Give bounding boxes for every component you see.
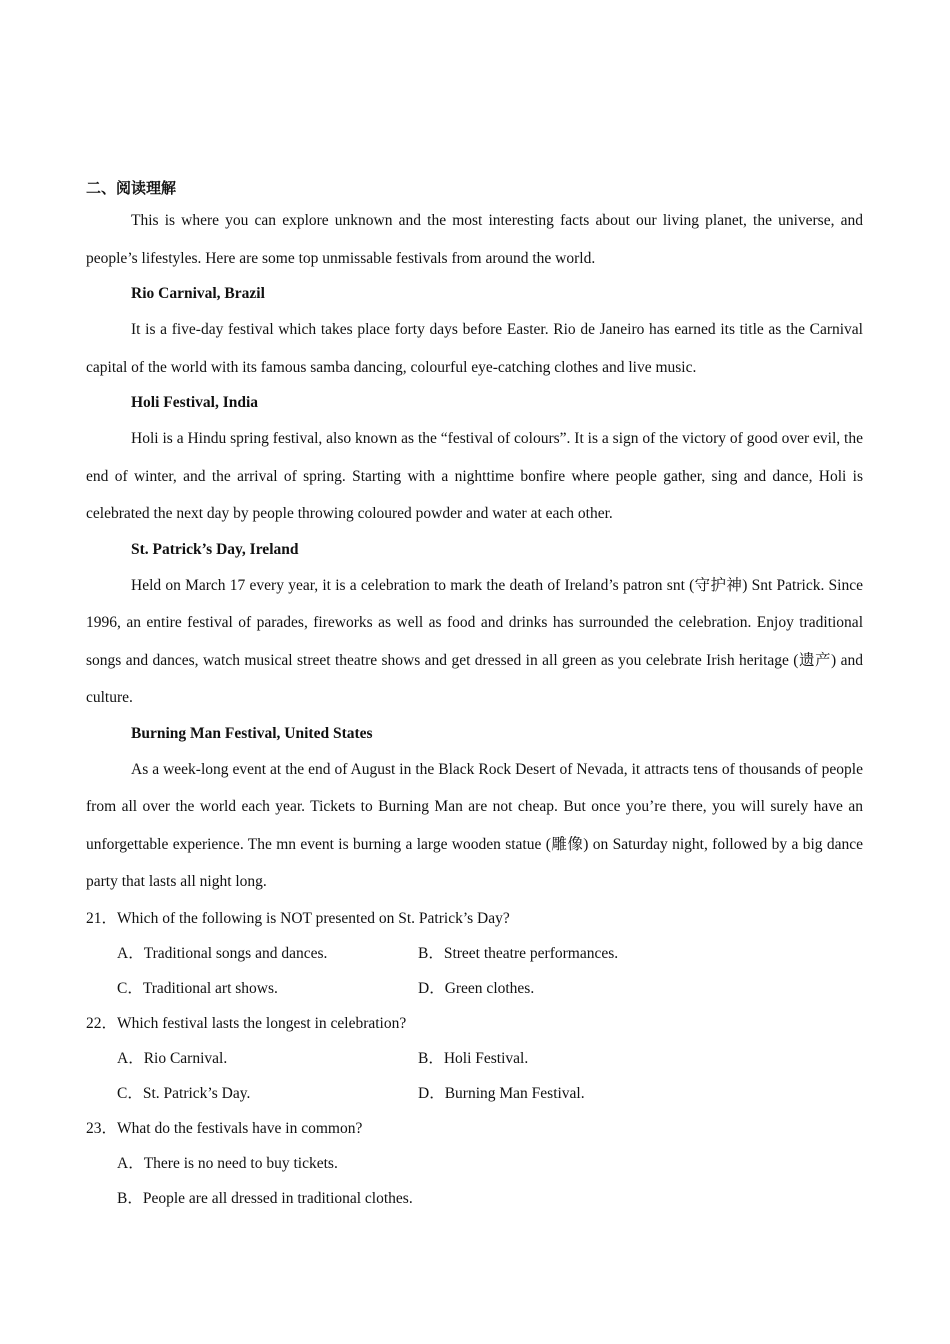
question-23: 23．What do the festivals have in common? <box>86 1119 363 1137</box>
option-21-a: A．Traditional songs and dances. <box>117 944 328 962</box>
festival-text-st-patrick: Held on March 17 every year, it is a celebration to mark the death of Ireland’s patron snt (守护神) Snt Patrick. Since 1996, an entire festival of parades, fireworks as well as food and drinks has surrounded the celebration. Enjoy traditional songs and dances, watch musical street theatre shows and get dressed in all green as you celebrate Irish heritage (遗产) and culture. <box>86 576 863 706</box>
festival-heading-rio: Rio Carnival, Brazil <box>131 285 265 302</box>
question-21-options-row-1 <box>86 936 863 971</box>
festival-text-holi: Holi is a Hindu spring festival, also known as the “festival of colours”. It is a sign of the victory of good over evil, the end of winter, and the arrival of spring. Starting with a nighttime bonfire where people gather, sing and dance, Holi is celebrated the next day by people throwing coloured powder and water at each other. <box>86 430 863 522</box>
festival-heading-holi: Holi Festival, India <box>131 394 259 411</box>
festival-heading-st-patrick: St. Patrick’s Day, Ireland <box>131 540 299 558</box>
question-22: 22．Which festival lasts the longest in celebration? <box>86 1014 407 1032</box>
option-21-d: D．Green clothes. <box>418 979 535 997</box>
question-22-options-row-1 <box>86 1041 863 1076</box>
festival-heading-burning-man: Burning Man Festival, United States <box>131 724 373 742</box>
festival-text-rio: It is a five-day festival which takes place forty days before Easter. Rio de Janeiro has earned its title as the Carnival capital of the world with its famous samba dancing, colourful eye-catching clothes and live music. <box>86 321 863 376</box>
festival-text-burning-man: As a week-long event at the end of August in the Black Rock Desert of Nevada, it attracts tens of thousands of people from all over the world each year. Tickets to Burning Man are not cheap. But once you’re there, you will surely have an unforgettable experience. The mn event is burning a large wooden statue (雕像) on Saturday night, followed by a big dance party that lasts all night long. <box>86 760 863 890</box>
option-22-b: B．Holi Festival. <box>418 1049 529 1067</box>
intro-paragraph: This is where you can explore unknown and the most interesting facts about our living planet, the universe, and people’s lifestyles. Here are some top unmissable festivals from around the world. <box>86 212 863 267</box>
option-22-a: A．Rio Carnival. <box>117 1049 228 1067</box>
option-23-a: A．There is no need to buy tickets. <box>117 1154 338 1172</box>
option-21-b: B．Street theatre performances. <box>418 944 619 962</box>
option-22-d: D．Burning Man Festival. <box>418 1084 585 1102</box>
option-21-c: C．Traditional art shows. <box>117 979 278 997</box>
option-22-c: C．St. Patrick’s Day. <box>117 1084 251 1102</box>
option-23-b: B．People are all dressed in traditional clothes. <box>117 1189 413 1207</box>
question-22-options-row-2 <box>86 1076 863 1111</box>
section-title: 二、阅读理解 <box>86 181 177 197</box>
question-21-options-row-2 <box>86 971 863 1006</box>
question-21: 21．Which of the following is NOT presented on St. Patrick’s Day? <box>86 909 510 927</box>
reading-section <box>86 176 863 1216</box>
